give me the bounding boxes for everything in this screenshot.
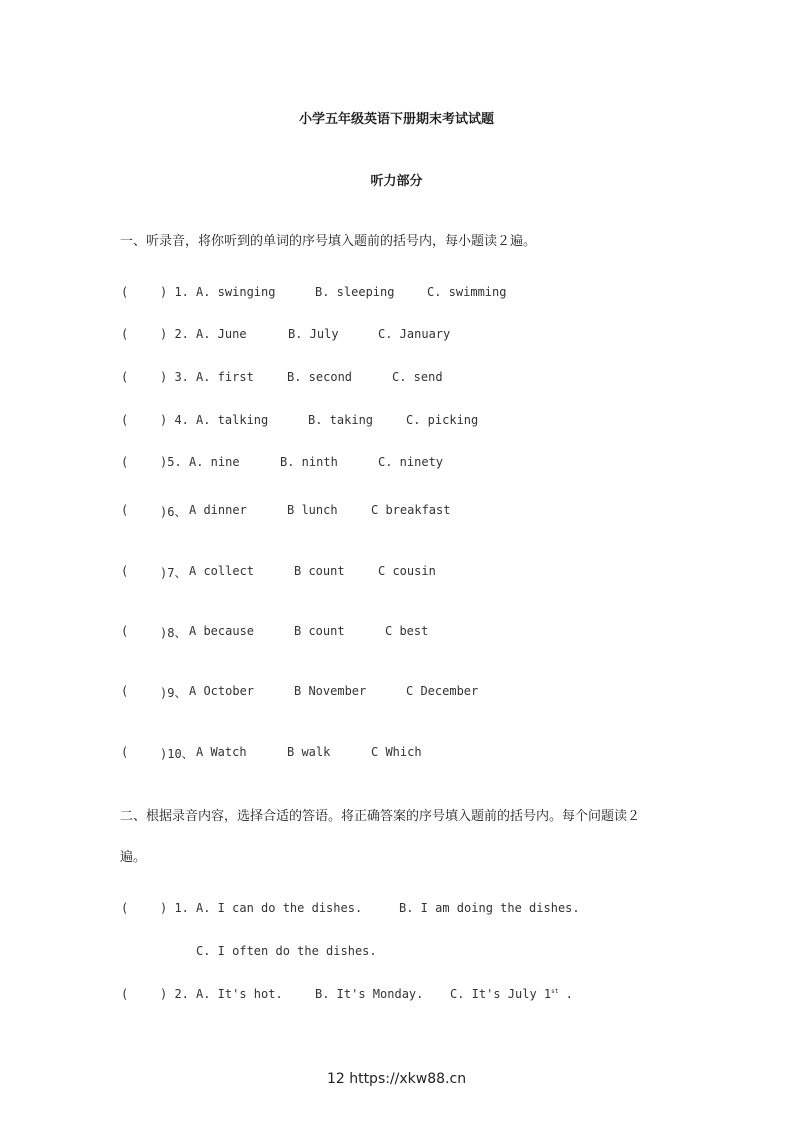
option-b: B. It's Monday. — [315, 987, 424, 1001]
answer-bracket[interactable]: ( — [121, 745, 129, 759]
option-a: A. first — [196, 370, 254, 384]
question-number: ) 2. — [160, 987, 189, 1001]
option-c: C. send — [392, 370, 443, 384]
answer-bracket[interactable]: ( — [121, 503, 129, 517]
option-b: B count — [294, 624, 345, 638]
question-number: )5. — [160, 455, 182, 469]
answer-bracket[interactable]: ( — [121, 624, 129, 638]
option-a: A. I can do the dishes. — [196, 901, 363, 915]
option-c-end: . — [558, 987, 573, 1001]
option-c: C December — [406, 684, 479, 698]
question-number: ) 1. — [160, 901, 189, 915]
section2-instruction-line1: 二、根据录音内容，选择合适的答语。将正确答案的序号填入题前的括号内。每个问题读２ — [120, 809, 641, 824]
option-c: C. picking — [406, 413, 479, 427]
answer-bracket[interactable]: ( — [121, 327, 129, 341]
option-b: B November — [294, 684, 367, 698]
option-b: B lunch — [287, 503, 338, 517]
question-number: ) 2. — [160, 327, 189, 341]
option-b: B. taking — [308, 413, 374, 427]
option-c: C. I often do the dishes. — [196, 944, 377, 958]
option-a: A. June — [196, 327, 247, 341]
answer-bracket[interactable]: ( — [121, 285, 129, 299]
option-b: B. second — [287, 370, 353, 384]
ordinal-suffix: st — [551, 988, 559, 995]
answer-bracket[interactable]: ( — [121, 370, 129, 384]
section2-instruction-line2: 遍。 — [120, 850, 147, 865]
option-b: B walk — [287, 745, 331, 759]
option-c: C. January — [378, 327, 451, 341]
answer-bracket[interactable]: ( — [121, 987, 129, 1001]
option-a: A. It's hot. — [196, 987, 283, 1001]
option-c: C Which — [371, 745, 422, 759]
section-title-listening: 听力部分 — [370, 174, 423, 189]
option-a: A because — [189, 624, 255, 638]
question-number: ) 4. — [160, 413, 189, 427]
answer-bracket[interactable]: ( — [121, 413, 129, 427]
option-b: B. I am doing the dishes. — [399, 901, 580, 915]
section1-instruction: 一、听录音，将你听到的单词的序号填入题前的括号内，每小题读２遍。 — [120, 234, 537, 249]
question-number: )10、 — [160, 747, 194, 761]
option-c: C cousin — [378, 564, 436, 578]
question-number: )9、 — [160, 686, 187, 700]
option-c: C. swimming — [427, 285, 507, 299]
option-b: B. sleeping — [315, 285, 395, 299]
answer-bracket[interactable]: ( — [121, 455, 129, 469]
answer-bracket[interactable]: ( — [121, 684, 129, 698]
option-b: B. ninth — [280, 455, 338, 469]
option-c-text: C. It's July 1 — [450, 987, 552, 1001]
answer-bracket[interactable]: ( — [121, 564, 129, 578]
option-c: C breakfast — [371, 503, 451, 517]
page-footer: 12 https://xkw88.cn — [326, 1071, 467, 1087]
option-c — [450, 987, 573, 1001]
question-number: )7、 — [160, 566, 187, 580]
answer-bracket[interactable]: ( — [121, 901, 129, 915]
question-number: )8、 — [160, 626, 187, 640]
option-a: A dinner — [189, 503, 247, 517]
option-a: A. swinging — [196, 285, 276, 299]
question-number: ) 1. — [160, 285, 189, 299]
option-a: A Watch — [196, 745, 247, 759]
option-b: B count — [294, 564, 345, 578]
option-a: A October — [189, 684, 255, 698]
option-a: A. nine — [189, 455, 240, 469]
option-c: C best — [385, 624, 429, 638]
question-number: )6、 — [160, 505, 187, 519]
option-a: A collect — [189, 564, 255, 578]
page-title: 小学五年级英语下册期末考试试题 — [298, 112, 494, 127]
option-a: A. talking — [196, 413, 269, 427]
option-b: B. July — [288, 327, 339, 341]
question-number: ) 3. — [160, 370, 189, 384]
option-c: C. ninety — [378, 455, 444, 469]
